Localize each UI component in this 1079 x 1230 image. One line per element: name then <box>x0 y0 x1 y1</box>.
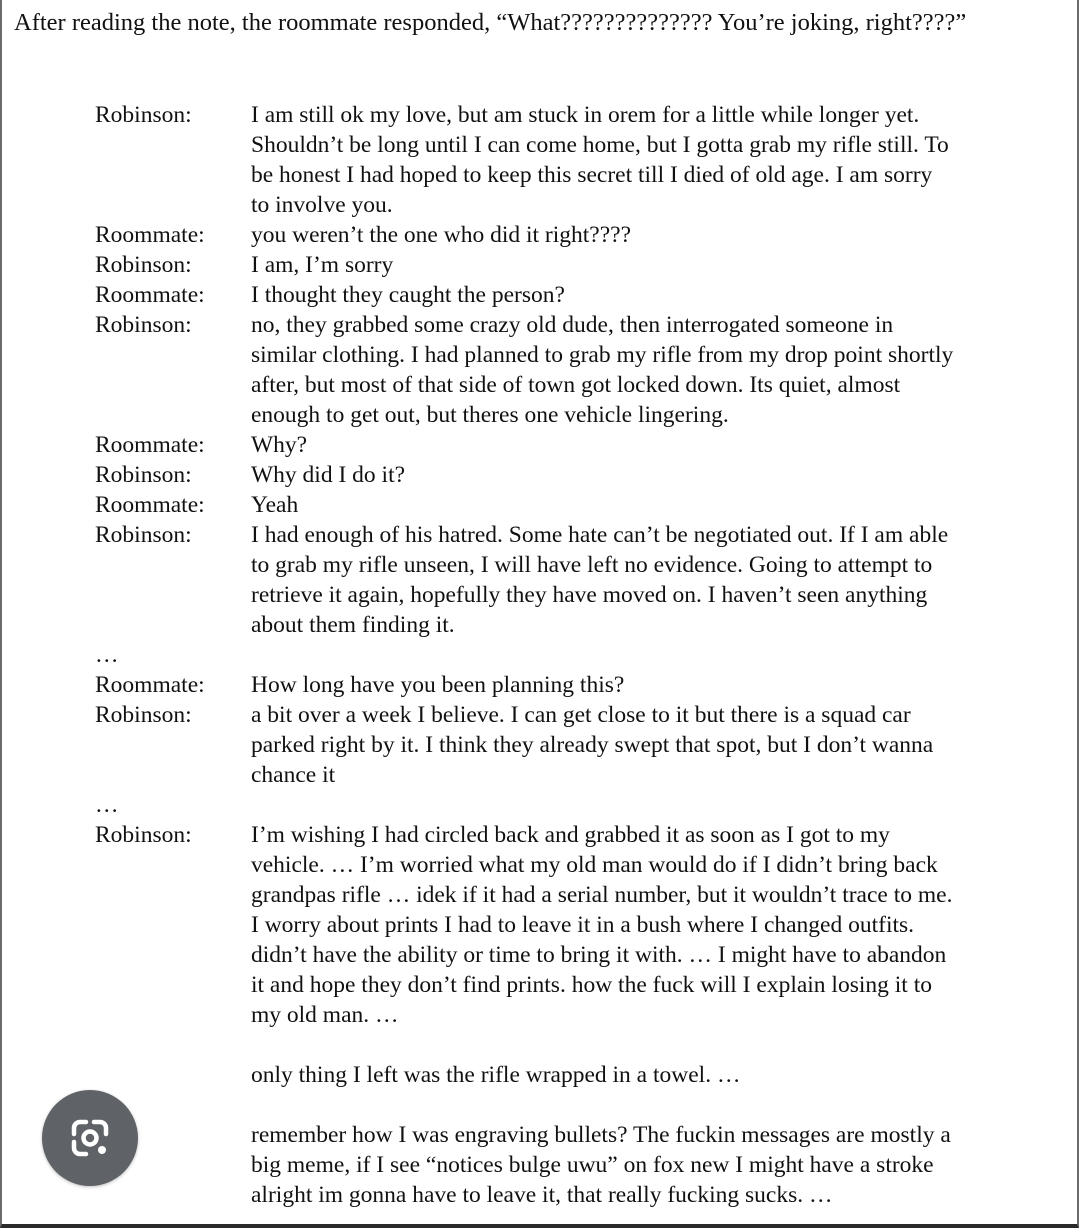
message-text: How long have you been planning this? <box>251 672 625 698</box>
speaker-label: Robinson: <box>95 702 192 728</box>
omission-ellipsis: … <box>95 792 119 818</box>
message-text: Why? <box>251 432 308 458</box>
message-text: Why did I do it? <box>251 462 406 488</box>
message-continuation: remember how I was engraving bullets? The fuckin messages are mostly a big meme, if I see “notices bulge uwu” on fox new I might have a stroke alright im gonna have to leave it, that really fucking sucks. … <box>251 1122 951 1208</box>
transcript-row <box>95 100 1045 220</box>
transcript-row <box>95 430 1045 460</box>
google-lens-icon <box>66 1114 114 1162</box>
speaker-label: Roommate: <box>95 282 205 308</box>
transcript-row <box>95 490 1045 520</box>
speaker-label: Robinson: <box>95 102 192 128</box>
message-continuation: only thing I left was the rifle wrapped in a towel. … <box>251 1062 741 1088</box>
transcript-row <box>95 460 1045 490</box>
message-text: you weren’t the one who did it right???? <box>251 222 632 248</box>
transcript-row <box>95 280 1045 310</box>
transcript-row <box>95 820 1045 1030</box>
paragraph-gap <box>95 1030 1045 1060</box>
omission-ellipsis: … <box>95 642 119 668</box>
speaker-label: Robinson: <box>95 462 192 488</box>
message-text: I’m wishing I had circled back and grabbed it as soon as I got to my vehicle. … I’m worried what my old man would do if I didn’t bring back grandpas rifle … idek if it had a serial number, but it wouldn’t trace to me. I worry about prints I had to leave it in a bush where I changed outfits. didn’t have the ability or time to bring it with. … I might have to abandon it and hope they don’t find prints. how the fuck will I explain losing it to my old man. … <box>251 822 953 1028</box>
google-lens-button[interactable] <box>42 1090 138 1186</box>
speaker-label: Roommate: <box>95 432 205 458</box>
speaker-label: Roommate: <box>95 672 205 698</box>
message-text: I thought they caught the person? <box>251 282 565 308</box>
message-text: I had enough of his hatred. Some hate can’t be negotiated out. If I am able to grab my rifle unseen, I will have left no evidence. Going to attempt to retrieve it again, hopefully they have moved on. I haven’t seen anything about them finding it. <box>251 522 949 638</box>
speaker-label: Robinson: <box>95 312 192 338</box>
message-text: no, they grabbed some crazy old dude, then interrogated someone in similar clothing. I had planned to grab my rifle from my drop point shortly after, but most of that side of town got locked down. Its quiet, almost enough to get out, but theres one vehicle lingering. <box>251 312 954 428</box>
transcript-row <box>95 250 1045 280</box>
message-text: a bit over a week I believe. I can get close to it but there is a squad car parked right by it. I think they already swept that spot, but I don’t wanna chance it <box>251 702 934 788</box>
transcript-row <box>95 310 1045 430</box>
speaker-label: Robinson: <box>95 522 192 548</box>
message-text: Yeah <box>251 492 299 518</box>
speaker-label: Robinson: <box>95 822 192 848</box>
transcript-row <box>95 670 1045 700</box>
transcript-row <box>95 700 1045 790</box>
message-text: I am still ok my love, but am stuck in orem for a little while longer yet. Shouldn’t be long until I can come home, but I gotta grab my rifle still. To be honest I had hoped to keep this secret till I died of old age. I am sorry to involve you. <box>251 102 949 218</box>
speaker-label: Robinson: <box>95 252 192 278</box>
transcript-row <box>95 520 1045 640</box>
intro-paragraph: After reading the note, the roommate responded, “What?????????????? You’re joking, right????” <box>14 9 967 36</box>
chat-transcript <box>95 100 1045 1210</box>
speaker-label: Roommate: <box>95 222 205 248</box>
paragraph-gap <box>95 1090 1045 1120</box>
transcript-row <box>95 220 1045 250</box>
speaker-label: Roommate: <box>95 492 205 518</box>
message-text: I am, I’m sorry <box>251 252 394 278</box>
